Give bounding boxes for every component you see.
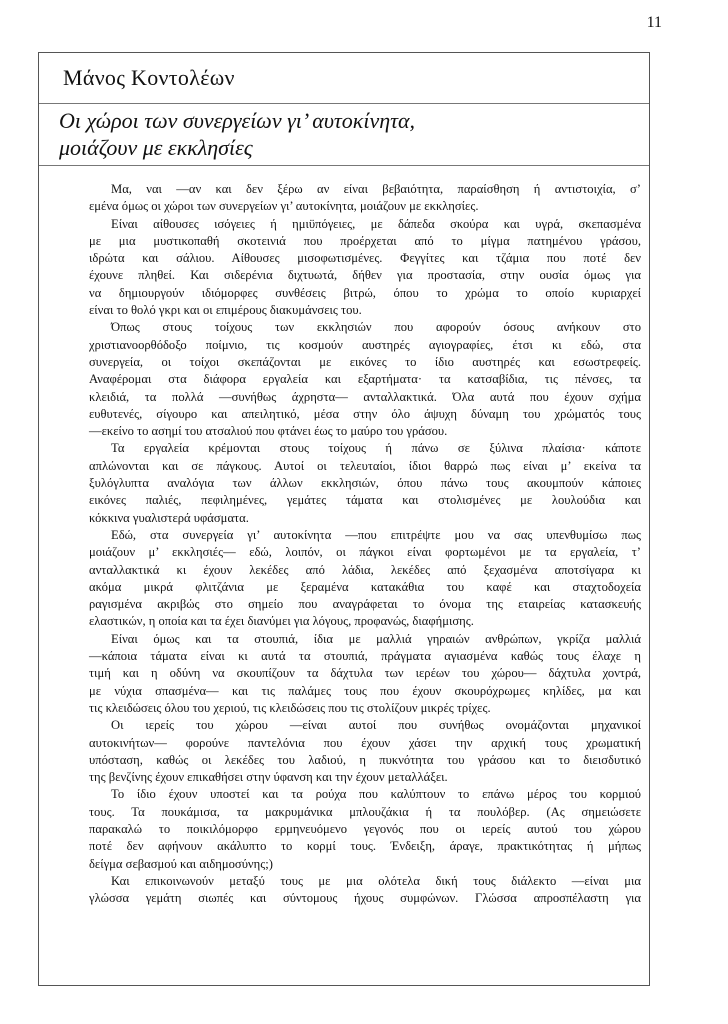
body-line: ευθυτενές, σίγουρο και απειλητικό, μέσα στην όλο άψυχη δύναμη του χρώματός τους — [89, 406, 641, 421]
body-line: υπόσταση, καθώς οι λεκέδες του λαδιού, η πυκνότητα του γράσου και το διεισδυτικό — [89, 752, 641, 767]
body-line: Όπως στους τοίχους των εκκλησιών που αφορούν όσους ανήκουν στο — [111, 320, 641, 335]
body-line: —εκείνο το ασημί του ατσαλιού που φτάνει έως το μαύρο του γράσου. — [89, 424, 448, 439]
body-line: τους. Τα πουκάμισα, τα μακρυμάνικα μπλουζάκια ή τα πουλόβερ. (Ας σημειώσετε — [89, 804, 641, 819]
body-line: γλώσσα γεμάτη σιωπές και σύντομους ήχους συμφώνων. Γλώσσα απροσπέλαστη για — [89, 891, 641, 906]
body-line: είναι το θολό γκρι και οι επιμέρους διακυμάνσεις του. — [89, 303, 362, 318]
body-line: μοιάζουν μ’ εκκλησιές— εδώ, λοιπόν, οι πάγκοι είναι φορτωμένοι με τα εργαλεία, τ’ — [89, 545, 641, 560]
body-line: ιδρώτα και σάλιου. Αίθουσες μισοφωτισμένες. Φεγγίτες και τζάμια που ποτέ δεν — [89, 251, 641, 266]
body-line: εμένα όμως οι χώροι των συνεργείων γι’ αυτοκίνητα, μοιάζουν με εκκλησίες. — [89, 199, 479, 214]
body-line: ελαστικών, η οποία και τα έχει διανύμει για λόγους, προφανώς, διαφήμισης. — [89, 614, 474, 629]
body-line: Αναφέρομαι στα διάφορα εργαλεία και εξαρτήματα· τα κατσαβίδια, τις πένσες, τα — [89, 372, 641, 387]
article-frame — [38, 52, 650, 986]
header-divider-bottom — [39, 165, 649, 166]
body-line: ανταλλακτικά κι έχουν λεκέδες από λάδια, λεκέδες από ξεχασμένα αποτσίγαρα κι — [89, 562, 641, 577]
body-line: Είναι όμως και τα στουπιά, ίδια με μαλλιά γηραιών ανθρώπων, γκρίζα μαλλιά — [111, 631, 641, 646]
author-name: Μάνος Κοντολέων — [63, 65, 235, 90]
title-line: Οι χώροι των συνεργείων γι’ αυτοκίνητα, — [59, 108, 416, 133]
body-line: τις κλειδώσεις όλου του χεριού, τις κλειδώσεις που τις στολίζουν μικρές τρίχες. — [89, 700, 491, 715]
title-line: μοιάζουν με εκκλησίες — [59, 135, 253, 160]
body-line: εικόνες παλιές, πεφιλημένες, γεμάτες τάματα και στολισμένες με λουλούδια και — [89, 493, 641, 508]
body-line: με νύχια σπασμένα— και τις παλάμες τους που έχουν σκουρόχρωμες κηλίδες, μα και — [89, 683, 641, 698]
body-line: κόκκινα γυαλιστερά υφάσματα. — [89, 510, 249, 525]
body-line: τιμή και η οδύνη να σκουπίζουν τα δάχτυλα των ιερέων του χώρου— δάχτυλα χοντρά, — [89, 666, 641, 681]
body-line: ποτέ δεν αφήνουν ακάλυπτο το κορμί τους. Ένδειξη, άραγε, πρακτικότητας ή μήπως — [89, 839, 641, 854]
body-line: —κάποια τάματα είναι κι αυτά τα στουπιά, πράγματα αγιασμένα καθώς τους έλαχε η — [89, 649, 641, 664]
body-line: κλειδιά, τα πολλά —συνήθως άχρηστα— ανταλλακτικά. Όλα αυτά που έχουν σχήμα — [89, 389, 641, 404]
body-line: αυτοκινήτων— φορούνε παντελόνια που έχουν χάσει την αρχική τους χρωματική — [89, 735, 641, 750]
body-line: απλώνονται και σε πάγκους. Αυτοί οι τελευταίοι, ίδιοι θαρρώ πως είναι μ’ εκείνα τα — [89, 458, 641, 473]
body-line: Μα, ναι —αν και δεν ξέρω αν είναι βεβαιότητα, παραίσθηση ή αντιστοιχία, σ’ — [111, 182, 641, 196]
body-line: παρακαλώ το ποικιλόμορφο ερμηνευόμενο γεγονός που οι ιερείς αυτού του χώρου — [89, 821, 641, 836]
article-body — [89, 181, 641, 907]
body-line: Οι ιερείς του χώρου —είναι αυτοί που συνήθως ονομάζονται μηχανικοί — [111, 718, 641, 733]
body-line: Το ίδιο έχουν υποστεί και τα ρούχα που καλύπτουν το επάνω μέρος του κορμιού — [111, 787, 641, 802]
body-line: έχουνε πληθεί. Και σιδερένια διχτυωτά, δήθεν για προστασία, στην ουσία όμως για — [89, 268, 641, 283]
body-line: Και επικοινωνούν μεταξύ τους με μια ολότελα δική τους διάλεκτο —είναι μια — [111, 873, 641, 888]
page-number: 11 — [646, 14, 662, 31]
body-line: Τα εργαλεία κρέμονται στους τοίχους ή πάνω σε ξύλινα πλαίσια· κάποτε — [111, 441, 641, 456]
body-line: χριστιανοορθόδοξο ποίμνιο, τις κοσμούν αυστηρές αγιογραφίες, έτσι κι εδώ, στα — [89, 337, 641, 352]
body-line: συνεργεία, οι τοίχοι σκεπάζονται με εικόνες το ίδιο αυστηρές και εσωστρεφείς. — [89, 354, 641, 369]
body-line: Εδώ, στα συνεργεία γι’ αυτοκίνητα —που επιτρέψτε μου να σας υπενθυμίσω πως — [111, 527, 641, 542]
body-line: δείγμα σεβασμού και αιδημοσύνης;) — [89, 856, 273, 871]
body-line: να δημιουργούν ιδιόμορφες συνθέσεις βιτρώ, όπου το χρώμα το οποίο κυριαρχεί — [89, 285, 641, 300]
body-line: Είναι αίθουσες ισόγειες ή ημιϋπόγειες, με δάπεδα σκούρα και υγρά, σκεπασμένα — [111, 216, 641, 231]
body-line: ραγισμένα ακριβώς στο σημείο που αναγράφεται το όνομα της εταιρείας κατασκευής — [89, 597, 641, 612]
body-line: με μια μυστικοπαθή σκοτεινιά που προέρχεται από το μίγμα πατημένου γράσου, — [89, 233, 641, 248]
body-line: ξυλόγλυπτα αναλόγια των άλλων εκκλησιών, όπου πάνω τους ακουμπούν κάποιες — [89, 476, 641, 491]
body-line: της βενζίνης έχουν επικαθήσει στην ύφανση και την έχουν μεταλλάξει. — [89, 770, 448, 785]
header-divider-top — [39, 103, 649, 104]
article-title — [59, 107, 629, 161]
body-line: ακόμα μικρά φλιτζάνια με ξεραμένα κατακάθια του καφέ και σταχτοδοχεία — [89, 579, 641, 594]
